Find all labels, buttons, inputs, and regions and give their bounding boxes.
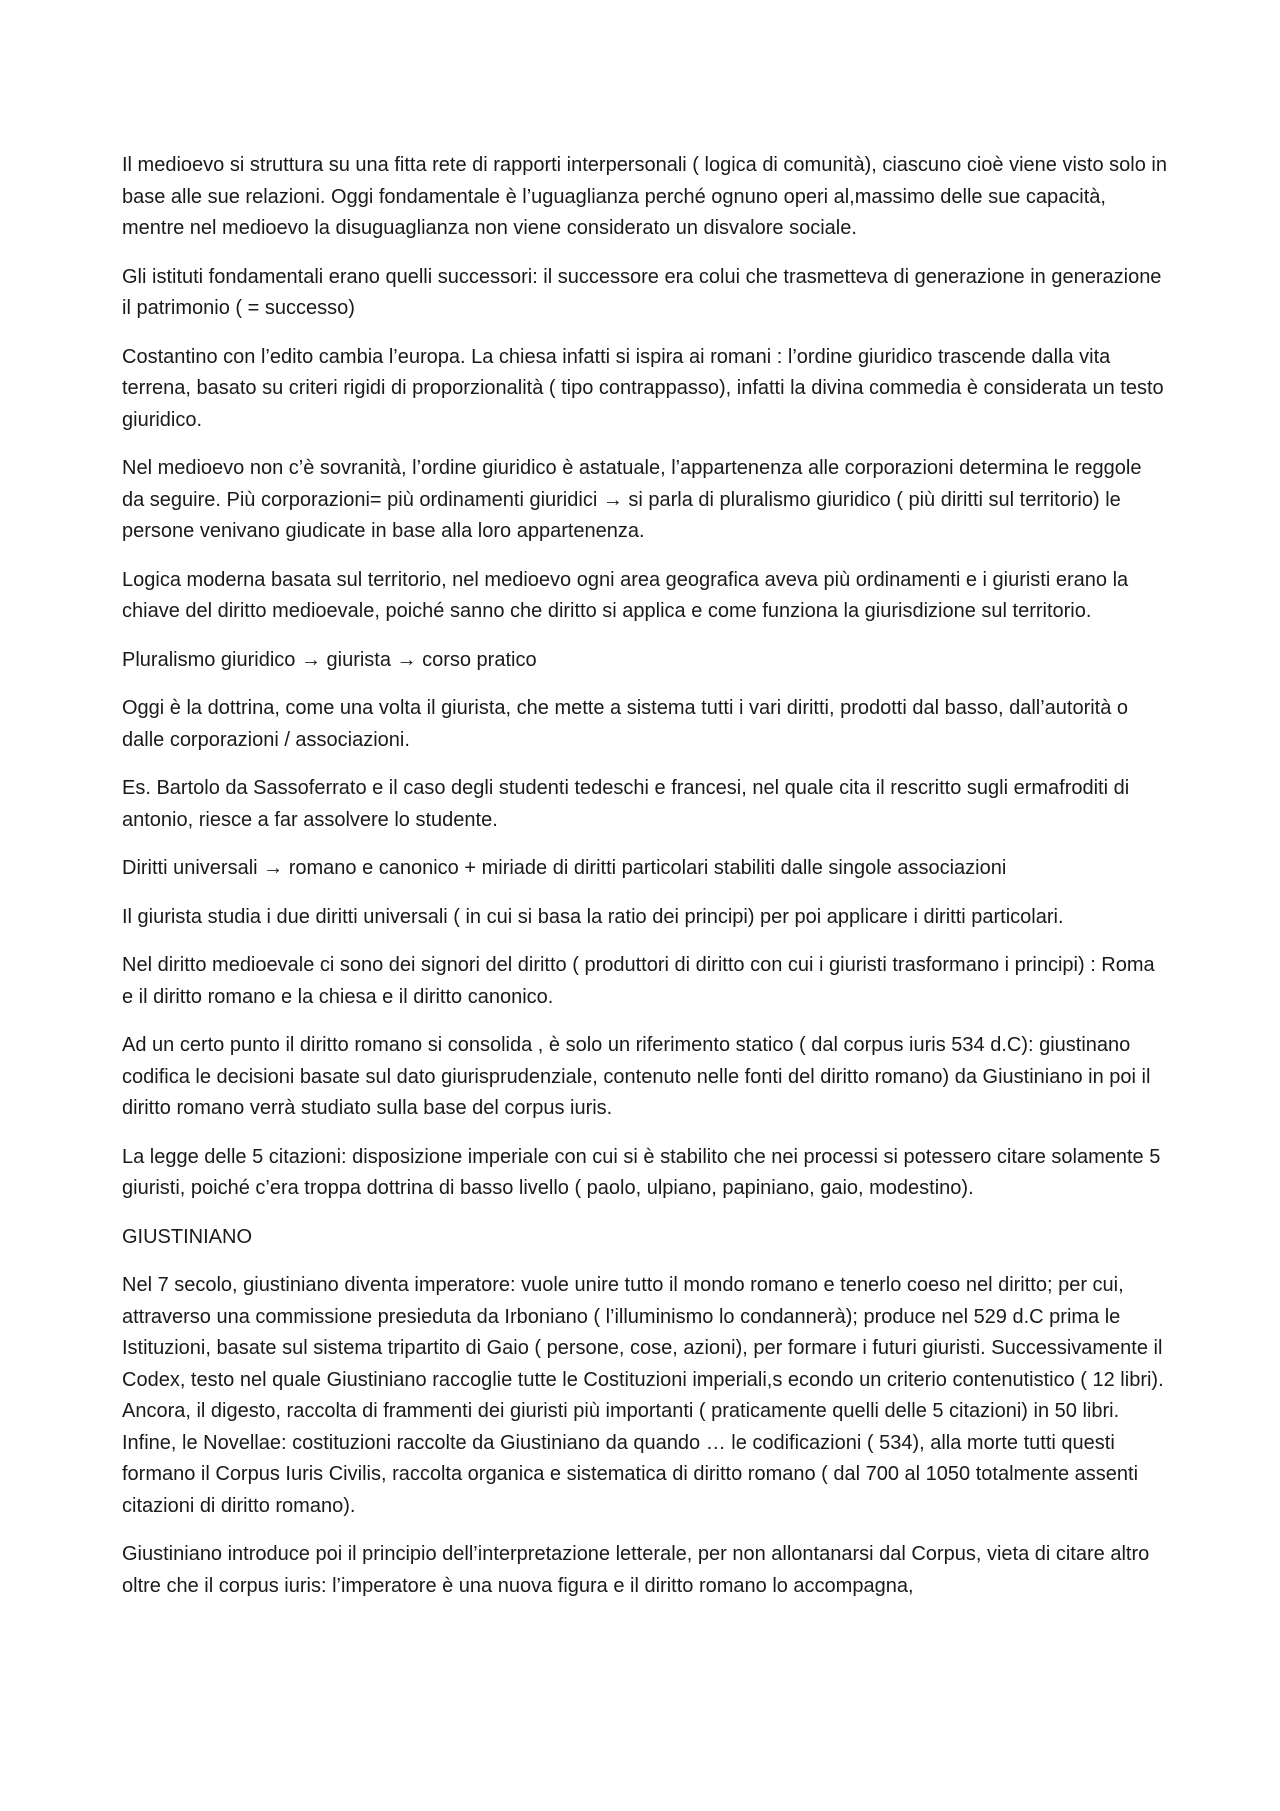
paragraph-costantino: Costantino con l’edito cambia l’europa. La chiesa infatti si ispira ai romani : l’ordine giuridico trascende dalla vita terrena, basato su criteri rigidi di proporzionalità ( tipo contrappasso), infatti la divina commedia è considerata un testo giuridico. [122,345,1164,431]
paragraph-logica-moderna: Logica moderna basata sul territorio, nel medioevo ogni area geografica aveva più ordinamenti e i giuristi erano la chiave del diritto medioevale, poiché sanno che diritto si applica e come funziona la giurisdizione sul territorio. [122,568,1129,622]
section-heading-giustiniano: GIUSTINIANO [122,1225,253,1248]
paragraph-pluralismo: Pluralismo giuridico → giurista → corso pratico [122,648,537,671]
paragraph-medioevo-rapporti: Il medioevo si struttura su una fitta rete di rapporti interpersonali ( logica di comunità), ciascuno cioè viene visto solo in base alle sue relazioni. Oggi fondamentale è l’uguaglianza perché ognuno operi al,massimo delle sue capacità, mentre nel medioevo la disuguaglianza non viene considerato un disvalore sociale. [122,154,1167,239]
paragraph-diritto-romano-consolida: Ad un certo punto il diritto romano si consolida , è solo un riferimento statico ( dal corpus iuris 534 d.C): giustinano codifica le decisioni basate sul dato giurisprudenziale, contenuto nelle fonti del diritto romano) da Giustiniano in poi il diritto romano verrà studiato sulla base del corpus iuris. [122,1034,1151,1119]
document-page [122,150,1167,1619]
paragraph-giustiniano-imperatore: Nel 7 secolo, giustiniano diventa imperatore: vuole unire tutto il mondo romano e tenerlo coeso nel diritto; per cui, attraverso una commissione presieduta da Irboniano ( l’illuminismo lo condannerà); produce nel 529 d.C prima le Istituzioni, basate sul sistema tripartito di Gaio ( persone, cose, azioni), per formare i futuri giuristi. Successivamente il Codex, testo nel quale Giustiniano raccoglie tutte le Costituzioni imperiali,s econdo un criterio contenutistico ( 12 libri). Ancora, il digesto, raccolta di frammenti dei giuristi più importanti ( praticamente quelli delle 5 citazioni) in 50 libri. Infine, le Novellae: costituzioni raccolte da Giustiniano da quando … le codificazioni ( 534), alla morte tutti questi formano il Corpus Iuris Civilis, raccolta organica e sistematica di diritto romano ( dal 700 al 1050 totalmente assenti citazioni di diritto romano). [122,1274,1164,1517]
paragraph-istituti-successori: Gli istituti fondamentali erano quelli successori: il successore era colui che trasmetteva di generazione in generazione il patrimonio ( = successo) [122,265,1162,319]
paragraph-interpretazione-letterale: Giustiniano introduce poi il principio dell’interpretazione letterale, per non allontanarsi dal Corpus, vieta di citare altro oltre che il corpus iuris: l’imperatore è una nuova figura e il diritto romano lo accompagna, [122,1543,1150,1597]
paragraph-bartolo: Es. Bartolo da Sassoferrato e il caso degli studenti tedeschi e francesi, nel quale cita il rescritto sugli ermafroditi di antonio, riesce a far assolvere lo studente. [122,777,1130,831]
paragraph-giurista-studia: Il giurista studia i due diritti universali ( in cui si basa la ratio dei principi) per poi applicare i diritti particolari. [122,905,1064,928]
paragraph-sovranita: Nel medioevo non c’è sovranità, l’ordine giuridico è astatuale, l’appartenenza alle corporazioni determina le reggole da seguire. Più corporazioni= più ordinamenti giuridici → si parla di pluralismo giuridico ( più diritti sul territorio) le persone venivano giudicate in base alla loro appartenenza. [122,457,1142,542]
paragraph-dottrina: Oggi è la dottrina, come una volta il giurista, che mette a sistema tutti i vari diritti, prodotti dal basso, dall’autorità o dalle corporazioni / associazioni. [122,697,1129,751]
paragraph-signori-diritto: Nel diritto medioevale ci sono dei signori del diritto ( produttori di diritto con cui i giuristi trasformano i principi) : Roma e il diritto romano e la chiesa e il diritto canonico. [122,954,1155,1008]
paragraph-diritti-universali: Diritti universali → romano e canonico + miriade di diritti particolari stabiliti dalle singole associazioni [122,857,1007,879]
paragraph-legge-citazioni: La legge delle 5 citazioni: disposizione imperiale con cui si è stabilito che nei processi si potessero citare solamente 5 giuristi, poiché c’era troppa dottrina di basso livello ( paolo, ulpiano, papiniano, gaio, modestino). [122,1145,1161,1199]
